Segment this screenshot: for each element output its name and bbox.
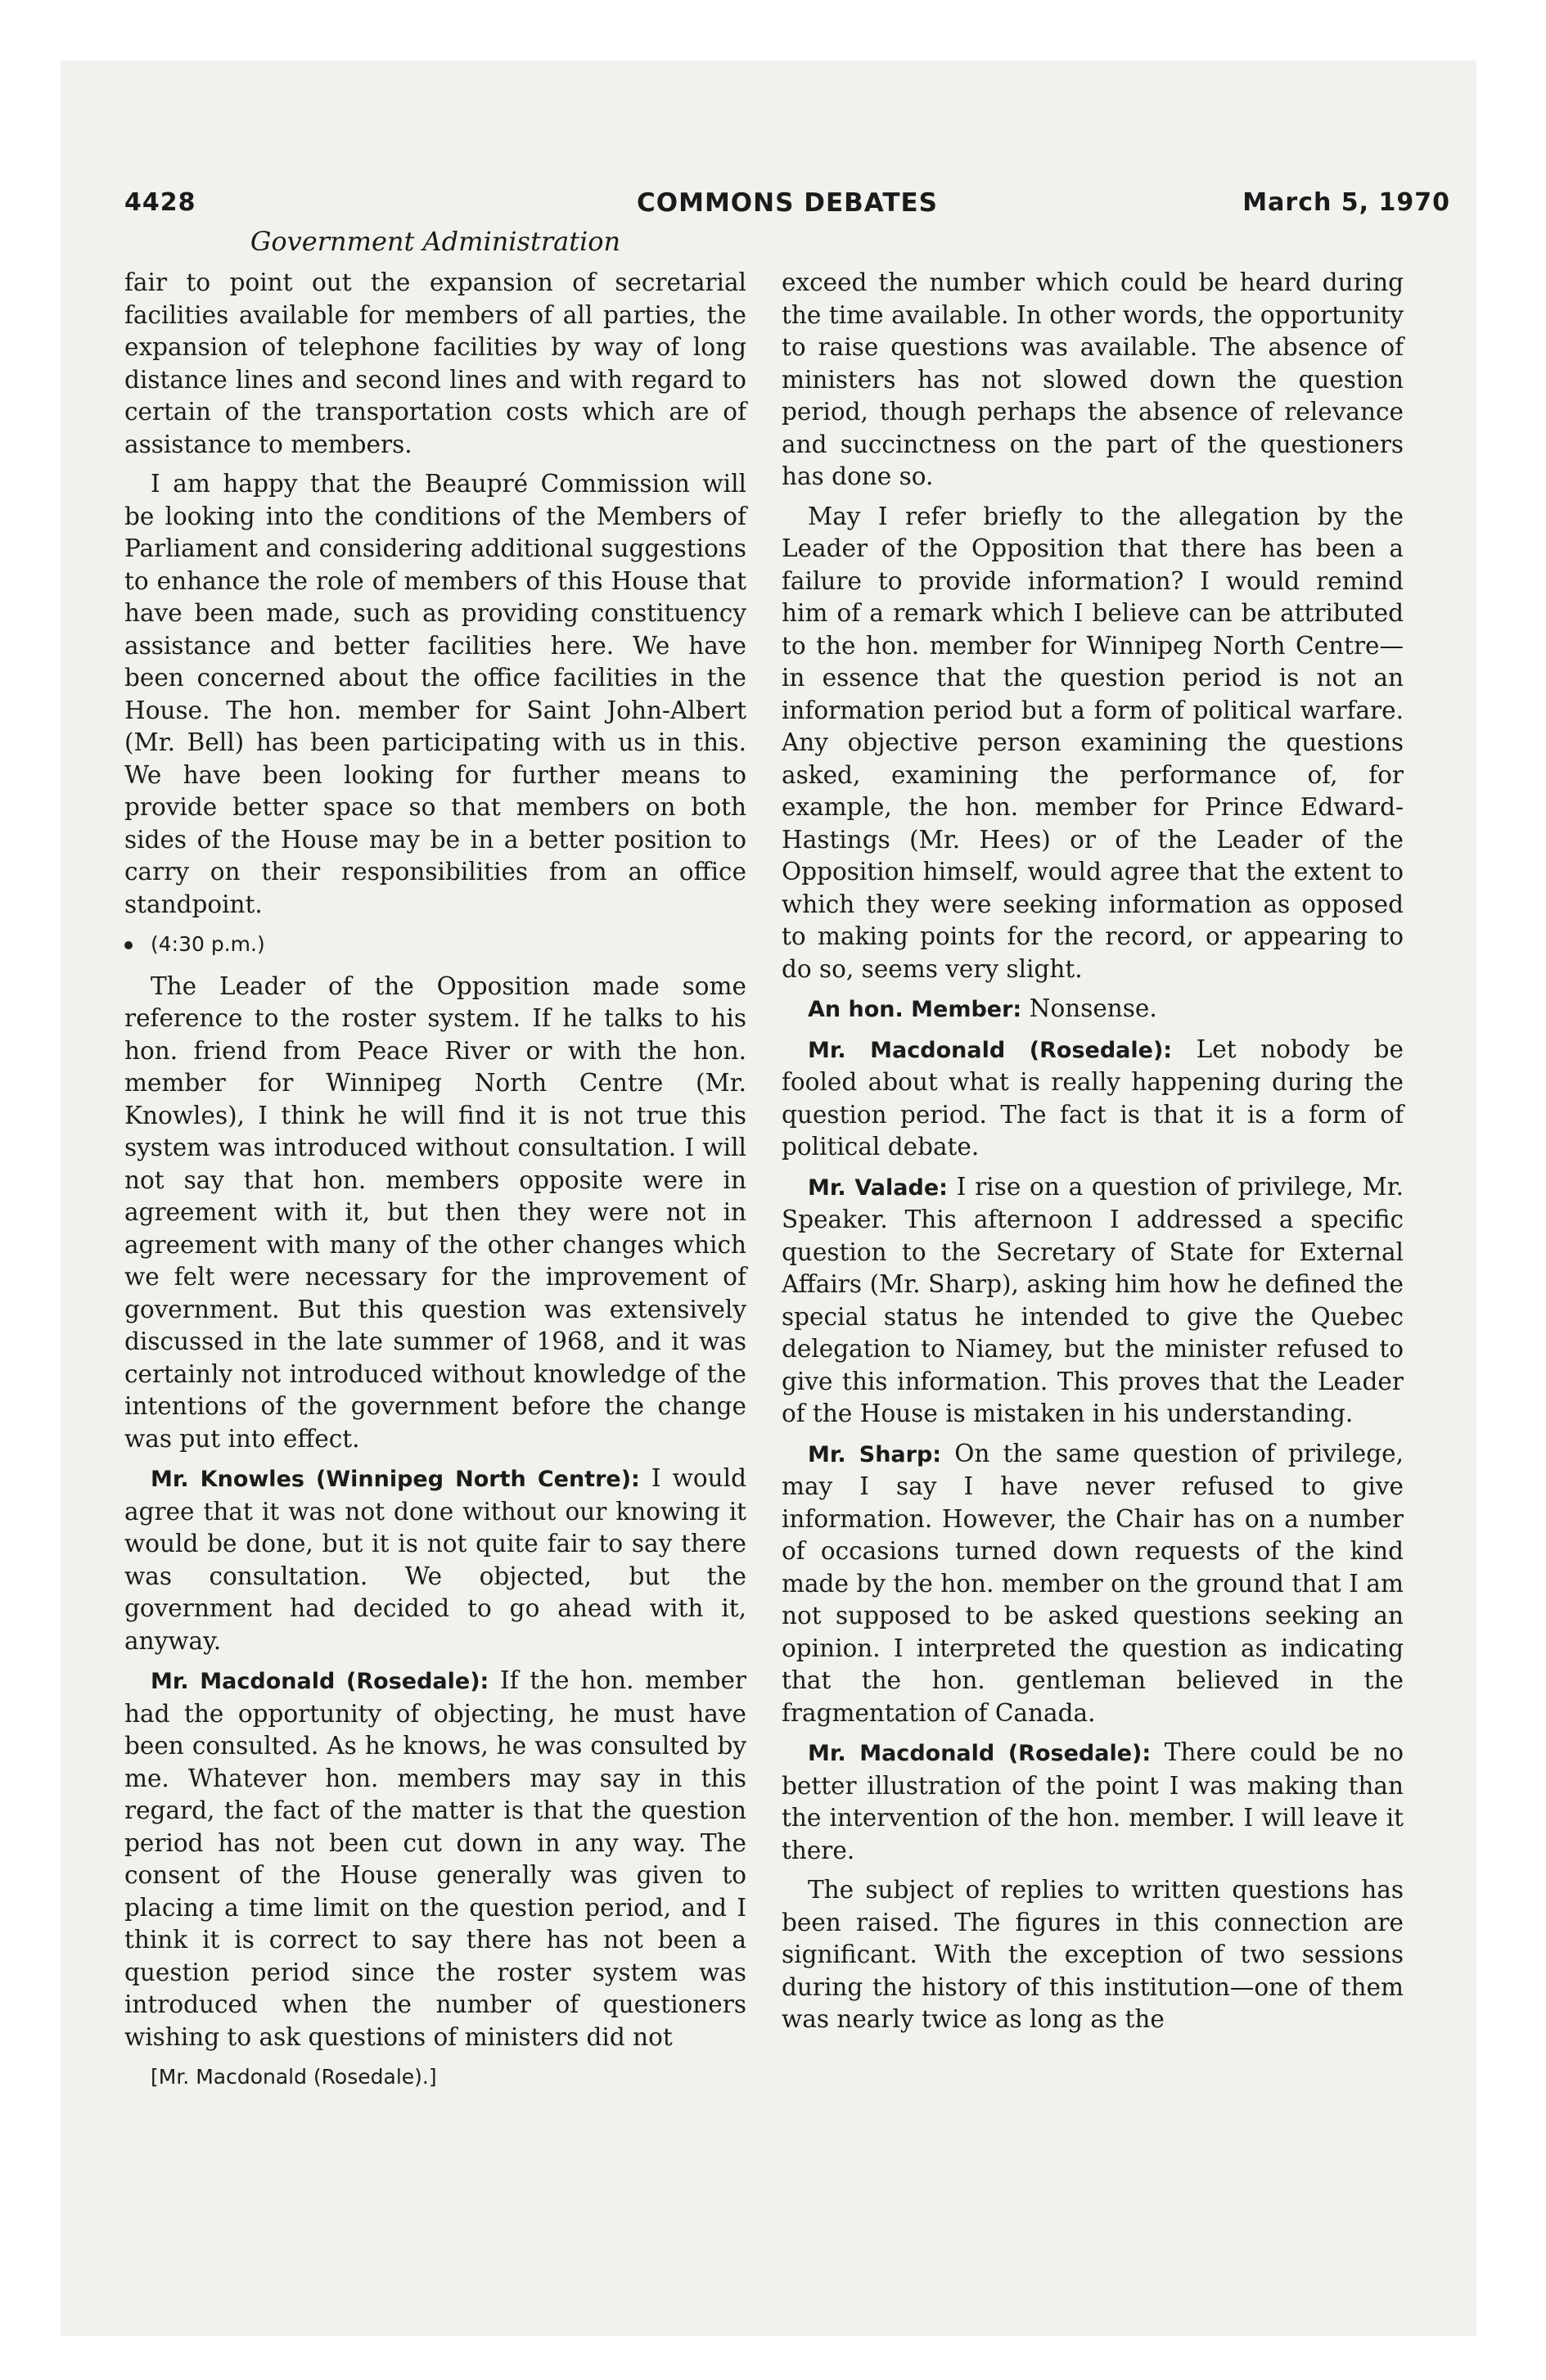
paragraph: fair to point out the expansion of secretarial facilities available for members of all parties, the expansion of telephone facilities by way of long distance lines and second lines and with regard to certain of the transportation costs which are of assistance to members. <box>124 268 746 458</box>
speech <box>124 1665 746 2053</box>
speech-text: If the hon. member had the opportunity of objecting, he must have been consulted. As he knows, he was consulted by me. Whatever hon. members may say in this regard, the fact of the matter is that the question period has not been cut down in any way. The consent of the House generally was given to placing a time limit on the question period, and I think it is correct to say there has not been a question period since the roster system was introduced when the number of questioners wishing to ask questions of ministers did not <box>124 1666 746 2051</box>
timestamp-text: (4:30 p.m.) <box>151 932 265 956</box>
speech-text: I would agree that it was not done without our knowing it would be done, but it is not quite fair to say there was consultation. We objected, but the government had decided to go ahead with it, anyway. <box>124 1464 746 1655</box>
section-title: Government Administration <box>250 226 621 257</box>
speech <box>124 1463 746 1657</box>
bullet-icon <box>124 941 133 949</box>
speech-text: On the same question of privilege, may I say I have never refused to give information. However, the Chair has on a number of occasions turned down requests of the kind made by the hon. member on the ground that I am not supposed to be asked questions seeking an opinion. I interpreted the question as indicating that the hon. gentleman believed in the fragmentation of Canada. <box>782 1439 1404 1727</box>
speech-text: Nonsense. <box>1029 994 1157 1022</box>
speaker-name: Mr. Macdonald (Rosedale): <box>808 1037 1173 1063</box>
paragraph: The Leader of the Opposition made some reference to the roster system. If he talks to his hon. friend from Peace River or with the hon. member for Winnipeg North Centre (Mr. Knowles), I think he will find it is not true this system was introduced without consultation. I will not say that hon. members opposite were in agreement with it, but then they were not in agreement with many of the other changes which we felt were necessary for the improvement of government. But this question was extensively discussed in the late summer of 1968, and it was certainly not introduced without knowledge of the intentions of the government before the change was put into effect. <box>124 971 746 1453</box>
publication-date: March 5, 1970 <box>1242 188 1450 217</box>
timestamp <box>124 928 746 961</box>
left-column <box>124 267 746 2101</box>
speaker-name: Mr. Knowles (Winnipeg North Centre): <box>151 1467 640 1492</box>
speaker-name: Mr. Macdonald (Rosedale): <box>151 1669 489 1694</box>
speaker-credit: [Mr. Macdonald (Rosedale).] <box>151 2065 437 2089</box>
paragraph: May I refer briefly to the allegation by the Leader of the Opposition that there has been a failure to provide information? I would remind him of a remark which I believe can be attributed to the hon. member for Winnipeg North Centre—in essence that the question period is not an information period but a form of political warfare. Any objective person examining the questions asked, examining the performance of, for example, the hon. member for Prince Edward-Hastings (Mr. Hees) or of the Leader of the Opposition himself, would agree that the extent to which they were seeking information as opposed to making points for the record, or appearing to do so, seems very slight. <box>782 502 1404 983</box>
speaker-name: Mr. Valade: <box>808 1174 948 1201</box>
speech <box>782 1737 1404 1867</box>
publication-title: COMMONS DEBATES <box>637 188 938 218</box>
speech <box>782 1171 1404 1431</box>
page-number: 4428 <box>124 188 196 217</box>
speaker-name: An hon. Member: <box>808 997 1022 1022</box>
right-column <box>782 267 1404 2044</box>
speech-text: I rise on a question of privilege, Mr. Speaker. This afternoon I addressed a specific question to the Secretary of State for External Affairs (Mr. Sharp), asking him how he defined the special status he intended to give the Quebec delegation to Niamey, but the minister refused to give this information. This proves that the Leader of the House is mistaken in his understanding. <box>782 1172 1404 1427</box>
speech <box>782 993 1404 1026</box>
speech <box>782 1034 1404 1164</box>
speech-text: There could be no better illustration of the point I was making than the intervention of the hon. member. I will leave it there. <box>782 1738 1404 1864</box>
speaker-name: Mr. Sharp: <box>808 1441 942 1467</box>
speech <box>782 1438 1404 1730</box>
speech-text: Let nobody be fooled about what is really happening during the question period. The fact is that it is a form of political debate. <box>782 1034 1404 1161</box>
paragraph: I am happy that the Beaupré Commission will be looking into the conditions of the Members of Parliament and considering additional suggestions to enhance the role of members of this House that have been made, such as providing constituency assistance and better facilities here. We have been concerned about the office facilities in the House. The hon. member for Saint John-Albert (Mr. Bell) has been participating with us in this. We have been looking for further means to provide better space so that members on both sides of the House may be in a better position to carry on their responsibilities from an office standpoint. <box>124 470 746 918</box>
paragraph: exceed the number which could be heard during the time available. In other words, the opportunity to raise questions was available. The absence of ministers has not slowed down the question period, though perhaps the absence of relevance and succinctness on the part of the questioners has done so. <box>782 268 1404 490</box>
paragraph: The subject of replies to written questions has been raised. The figures in this connection are significant. With the exception of two sessions during the history of this institution—one of them was nearly twice as long as the <box>782 1876 1404 2033</box>
page-header <box>124 188 1450 228</box>
speaker-name: Mr. Macdonald (Rosedale): <box>808 1741 1152 1766</box>
